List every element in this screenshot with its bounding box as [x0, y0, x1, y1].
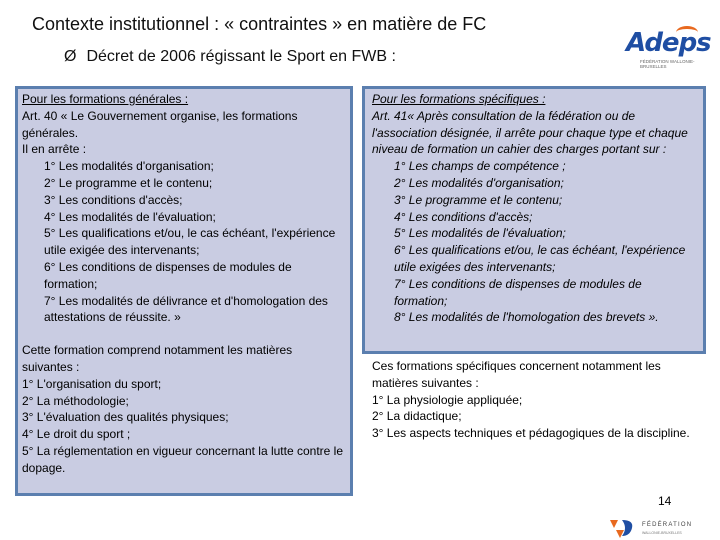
general-heading: Pour les formations générales :: [22, 92, 189, 106]
general-line: Il en arrête :: [22, 142, 87, 157]
general-item: 1° Les modalités d'organisation;: [44, 159, 214, 174]
specific-subject: 2° La didactique;: [372, 409, 462, 424]
general-item: 2° Le programme et le contenu;: [44, 175, 213, 190]
general-subject: 3° L'évaluation des qualités physiques;: [22, 410, 229, 425]
general-line: Art. 40 « Le Gouvernement organise, les formations générales.: [22, 108, 298, 140]
specific-subject: 3° Les aspects techniques et pédagogiques de la discipline.: [372, 426, 690, 441]
federation-name: FÉDÉRATION: [642, 522, 693, 528]
general-subject: 5° La réglementation en vigueur concernant la lutte contre le dopage.: [22, 443, 343, 475]
specific-item: 1° Les champs de compétence ;: [394, 159, 566, 174]
general-item: 3° Les conditions d'accès;: [44, 192, 183, 207]
general-training-box: [15, 86, 353, 496]
specific-item: 5° Les modalités de l'évaluation;: [394, 226, 566, 241]
slide-title: Contexte institutionnel : « contraintes » en matière de FC: [32, 14, 487, 34]
adeps-logo: [622, 26, 712, 76]
general-item: 7° Les modalités de délivrance et d'homologation des attestations de réussite. »: [44, 293, 328, 325]
specific-item: 3° Le programme et le contenu;: [394, 192, 563, 207]
specific-item: 6° Les qualifications et/ou, le cas échéant, l'expérience utile exigées des intervenants;: [394, 243, 686, 274]
logo-tagline: FÉDÉRATION WALLONIE-BRUXELLES: [640, 59, 695, 69]
specific-subject: 1° La physiologie appliquée;: [372, 392, 523, 407]
federation-logo: [606, 516, 716, 540]
specific-item: 4° Les conditions d'accès;: [394, 209, 533, 224]
general-item: 4° Les modalités de l'évaluation;: [44, 209, 216, 224]
slide-subtitle: [64, 48, 396, 66]
subtitle-text: Décret de 2006 régissant le Sport en FWB :: [86, 48, 396, 65]
specific-subjects-intro: Ces formations spécifiques concernent notamment les matières suivantes :: [372, 359, 661, 390]
general-subjects-intro: Cette formation comprend notamment les matières suivantes :: [22, 343, 293, 374]
general-item: 5° Les qualifications et/ou, le cas échéant, l'expérience utile exigée des intervenants;: [44, 226, 336, 258]
page-number: 14: [658, 494, 672, 508]
specific-training-box: [362, 86, 706, 354]
general-subject: 2° La méthodologie;: [22, 393, 129, 408]
specific-item: 2° Les modalités d'organisation;: [394, 175, 564, 190]
logo-wordmark: Adeps: [626, 28, 711, 58]
general-subject: 4° Le droit du sport ;: [22, 427, 131, 442]
specific-item: 8° Les modalités de l'homologation des brevets ».: [394, 310, 659, 325]
specific-heading: Pour les formations spécifiques :: [372, 92, 546, 106]
specific-intro: Art. 41« Après consultation de la fédération ou de l'association désignée, il arrête pour chaque type et chaque niveau de formation un cahier des charges portant sur :: [372, 108, 688, 157]
general-subject: 1° L'organisation du sport;: [22, 376, 162, 391]
arrow-bullet-icon: Ø: [64, 48, 77, 65]
specific-item: 7° Les conditions de dispenses de modules de formation;: [394, 276, 642, 308]
general-item: 6° Les conditions de dispenses de modules de formation;: [44, 259, 292, 291]
federation-emblem-icon: [606, 516, 640, 540]
federation-subname: WALLONIE-BRUXELLES: [642, 531, 682, 535]
specific-subjects: [372, 358, 702, 442]
